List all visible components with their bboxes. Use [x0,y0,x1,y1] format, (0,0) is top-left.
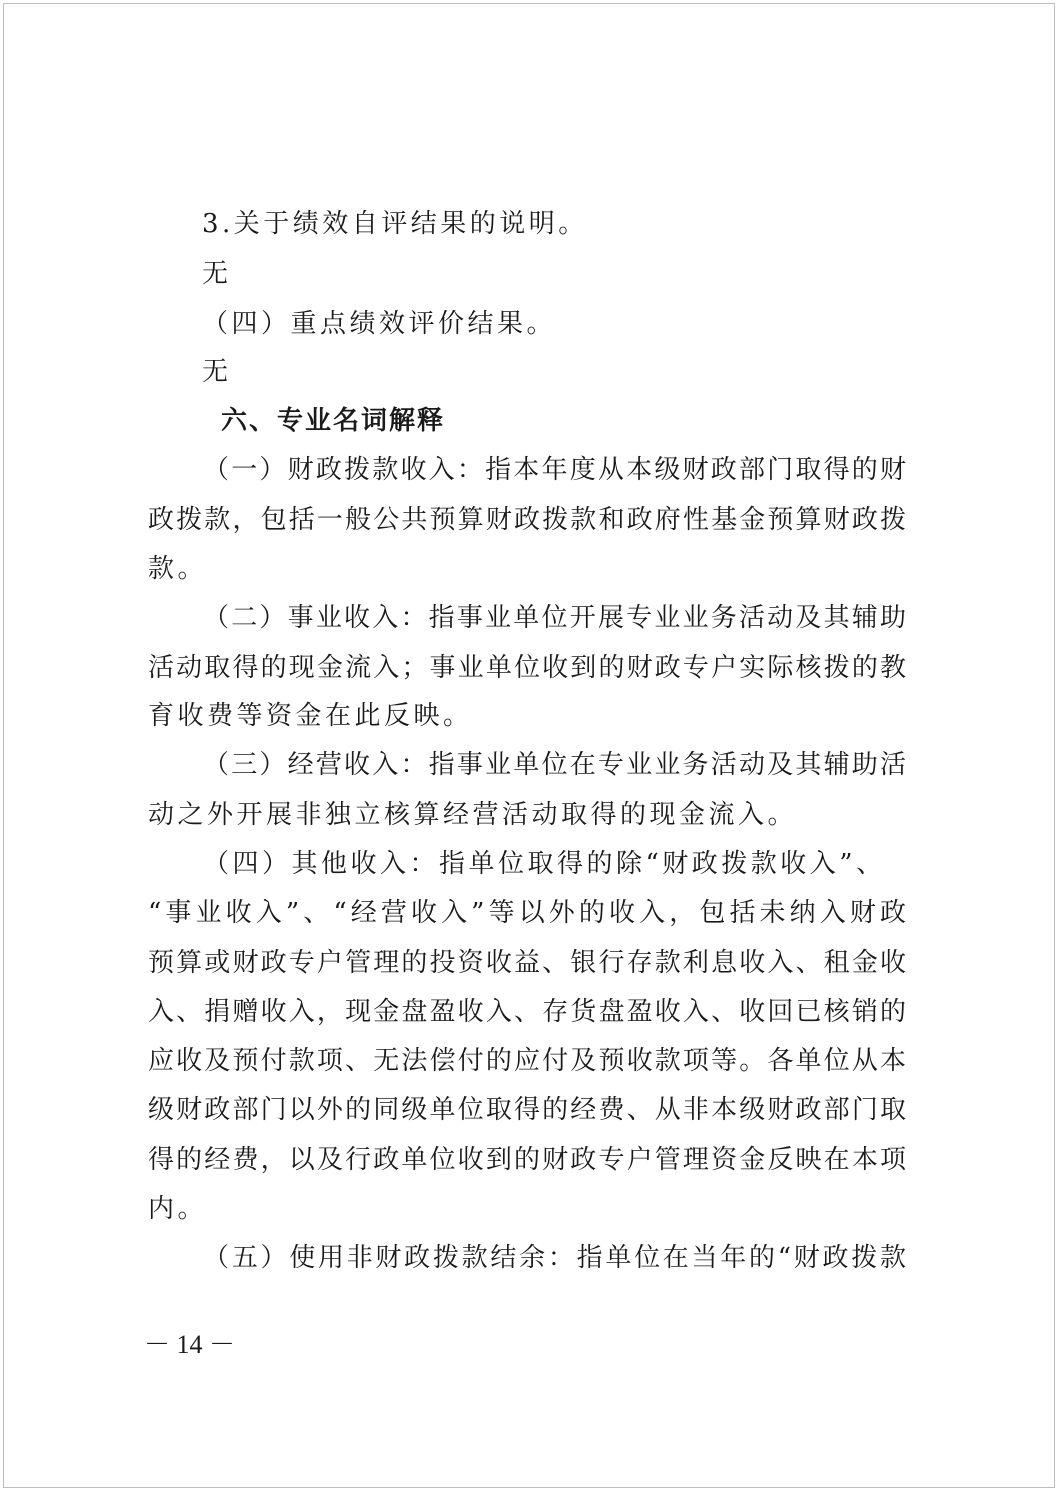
text-line-paragraph-4: 应收及预付款项、无法偿付的应付及预收款项等。各单位从本 [148,1046,906,1076]
text-line-paragraph-1: （一）财政拨款收入：指本年度从本级财政部门取得的财 [203,455,906,485]
text-line-paragraph-3: （三）经营收入：指事业单位在专业业务活动及其辅助活 [203,750,906,780]
text-line-paragraph-2: 育收费等资金在此反映。 [148,701,473,731]
text-line-paragraph-5: （五）使用非财政拨款结余：指单位在当年的“财政拨款 [203,1243,906,1273]
text-line-paragraph-1: 政拨款，包括一般公共预算财政拨款和政府性基金预算财政拨 [148,505,906,535]
text-line-paragraph-4: 内。 [148,1194,208,1224]
text-line-paragraph-2: 活动取得的现金流入；事业单位收到的财政专户实际核拨的教 [148,653,906,683]
text-line-paragraph-3: 动之外开展非独立核算经营活动取得的现金流入。 [148,800,798,830]
text-line-none: 无 [202,259,232,289]
text-line-paragraph-4: （四）其他收入：指单位取得的除“财政拨款收入”、 [203,849,886,879]
text-line-performance-note: 3.关于绩效自评结果的说明。 [202,209,588,239]
text-line-paragraph-1: 款。 [148,554,208,584]
text-line-key-evaluation: （四）重点绩效评价结果。 [202,309,557,339]
text-line-paragraph-2: （二）事业收入：指事业单位开展专业业务活动及其辅助 [203,603,906,633]
text-line-paragraph-4: 级财政部门以外的同级单位取得的经费、从非本级财政部门取 [148,1095,906,1125]
text-line-paragraph-4: 入、捐赠收入，现金盘盈收入、存货盘盈收入、收回已核销的 [148,997,906,1027]
page [3,3,1055,1488]
text-line-paragraph-4: 预算或财政专户管理的投资收益、银行存款利息收入、租金收 [148,948,906,978]
section-heading-glossary: 六、专业名词解释 [221,406,446,436]
page-number: － 14 － [144,1330,236,1359]
text-line-paragraph-4: 得的经费，以及行政单位收到的财政专户管理资金反映在本项 [148,1145,906,1175]
text-line-none: 无 [202,357,232,387]
text-line-paragraph-4: “事业收入”、“经营收入”等以外的收入，包括未纳入财政 [148,898,906,928]
